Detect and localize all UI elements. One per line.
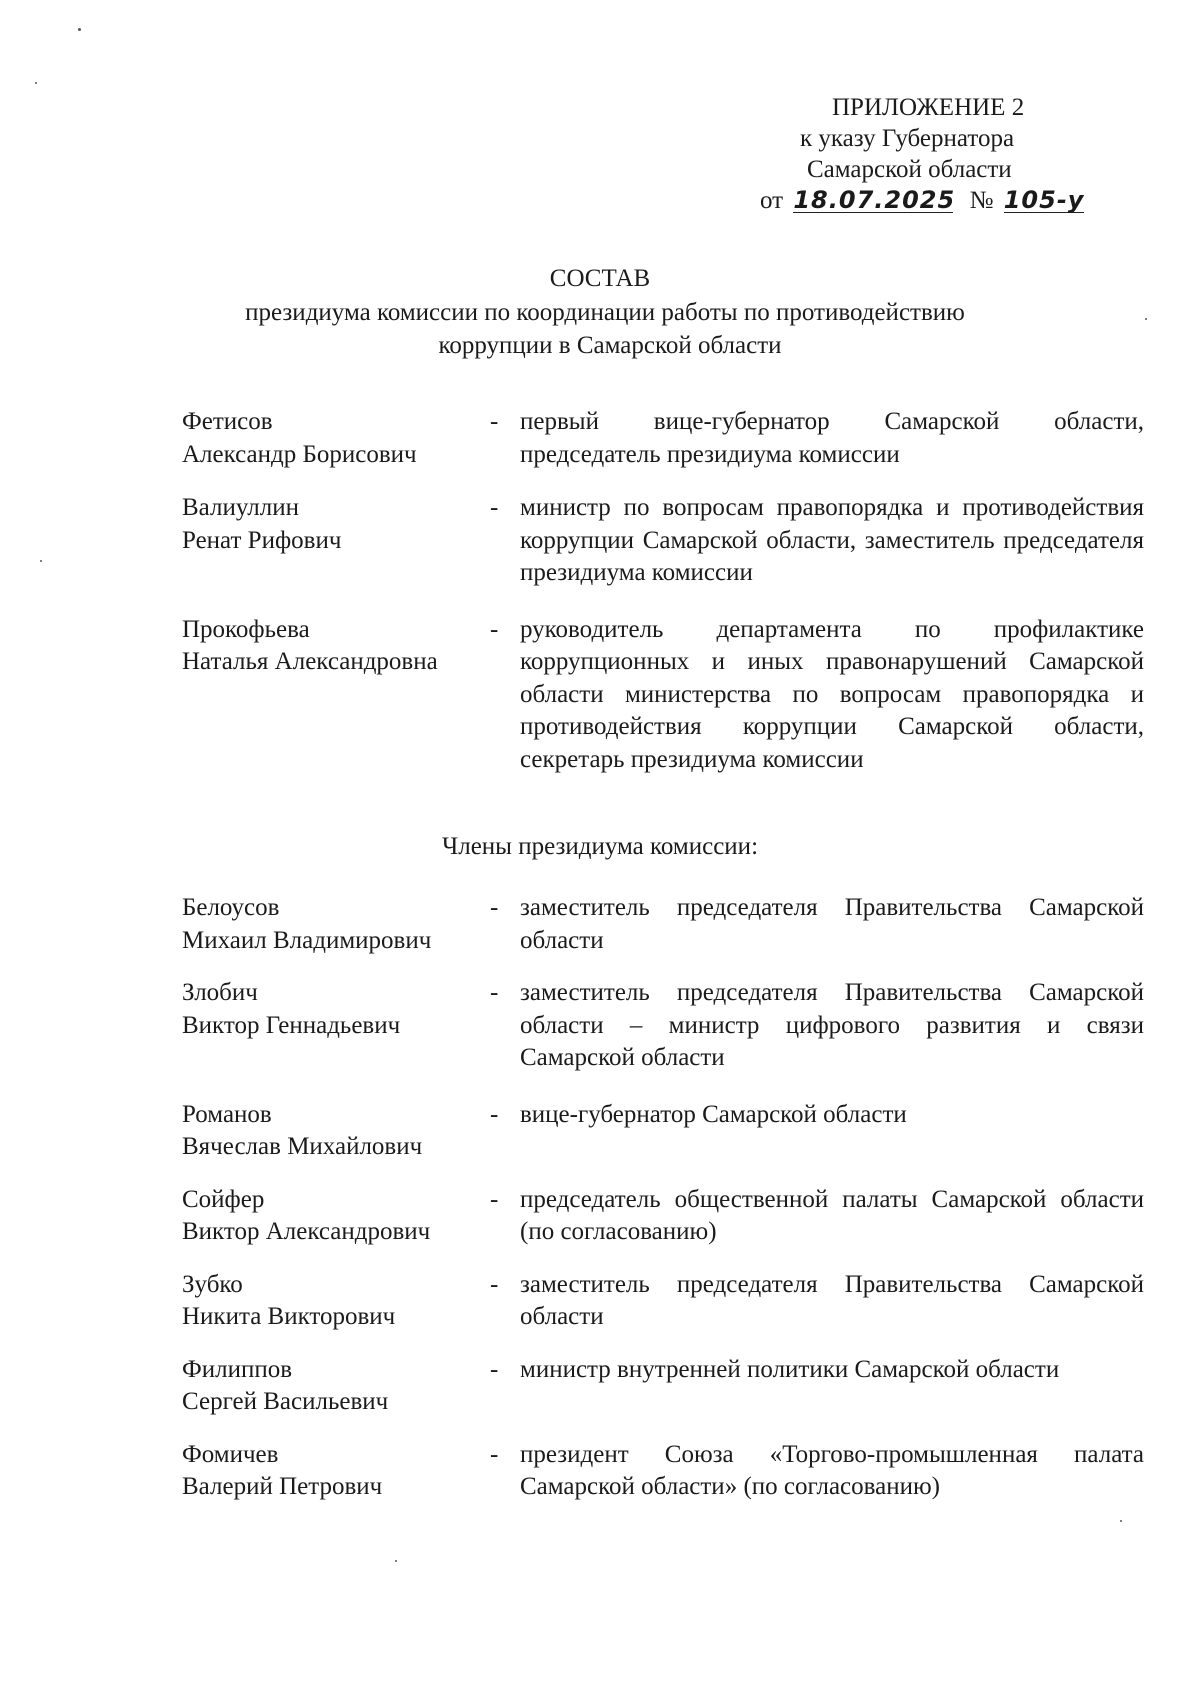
member-name xyxy=(182,1439,490,1504)
document-title: СОСТАВ xyxy=(549,265,651,292)
member-given-name: Виктор Александрович xyxy=(182,1218,431,1245)
member-surname: Валиуллин xyxy=(182,494,299,521)
member-given-name: Сергей Васильевич xyxy=(182,1388,389,1415)
scan-speck xyxy=(1145,318,1147,320)
member-name xyxy=(182,406,490,471)
member-name xyxy=(182,1099,490,1164)
member-position: министр по вопросам правопорядка и противодействия коррупции Самарской области, заместитель председателя президиума комиссии xyxy=(520,494,1144,586)
number-label: № xyxy=(969,187,994,214)
member-name xyxy=(182,1354,490,1419)
member-position: руководитель департамента по профилактике коррупционных и иных правонарушений Самарской области министерства по вопросам правопорядка и противодействия коррупции Самарской области, секретарь президиума комиссии xyxy=(520,615,1144,773)
appendix-label: ПРИЛОЖЕНИЕ 2 xyxy=(832,94,1025,121)
list-item xyxy=(182,1439,1142,1504)
separator-dash: - xyxy=(490,494,499,521)
member-given-name: Наталья Александровна xyxy=(182,648,438,675)
member-position: президент Союза «Торгово-промышленная палата Самарской области» (по согласованию) xyxy=(520,1440,1144,1500)
member-surname: Филиппов xyxy=(182,1355,293,1383)
from-label: от xyxy=(760,187,784,214)
member-name xyxy=(182,1184,490,1249)
handwritten-date: 18.07.2025 xyxy=(793,186,956,214)
list-item xyxy=(182,614,1142,777)
list-item xyxy=(182,1184,1142,1249)
separator-dash: - xyxy=(490,408,499,435)
appendix-header xyxy=(760,92,1085,216)
scan-speck xyxy=(40,560,42,562)
scan-speck xyxy=(78,28,81,31)
member-position: министр внутренней политики Самарской области xyxy=(520,1355,1060,1383)
separator-dash: - xyxy=(490,615,499,643)
member-position: председатель общественной палаты Самарской области (по согласованию) xyxy=(520,1185,1144,1245)
handwritten-number: 105-у xyxy=(1003,186,1085,214)
member-name xyxy=(182,977,490,1042)
member-surname: Романов xyxy=(182,1100,272,1128)
member-surname: Белоусов xyxy=(182,894,280,921)
member-surname: Фетисов xyxy=(182,408,273,435)
separator-dash: - xyxy=(490,1440,499,1468)
member-given-name: Ренат Рифович xyxy=(182,526,342,554)
composition-list xyxy=(182,406,1142,1504)
decree-reference: к указу Губернатора xyxy=(800,125,1015,152)
member-position: заместитель председателя Правительства Самарской области xyxy=(520,894,1144,954)
member-name xyxy=(182,1269,490,1334)
list-item xyxy=(182,1099,1142,1164)
list-item xyxy=(182,1269,1142,1334)
separator-dash: - xyxy=(490,1100,499,1128)
list-item xyxy=(182,1354,1142,1419)
decree-region: Самарской области xyxy=(807,156,1012,183)
document-subtitle-line1: президиума комиссии по координации работы по противодействию xyxy=(245,299,965,326)
member-name xyxy=(182,892,490,957)
member-given-name: Михаил Владимирович xyxy=(182,926,432,954)
member-name xyxy=(182,614,490,679)
list-item xyxy=(182,977,1142,1075)
document-subtitle-line2: коррупции в Самарской области xyxy=(438,332,782,359)
member-given-name: Александр Борисович xyxy=(182,440,417,468)
separator-dash: - xyxy=(490,1185,499,1213)
member-given-name: Вячеслав Михайлович xyxy=(182,1133,423,1160)
member-surname: Прокофьева xyxy=(182,615,310,643)
member-position: заместитель председателя Правительства Самарской области xyxy=(520,1270,1144,1330)
member-surname: Фомичев xyxy=(182,1440,279,1468)
separator-dash: - xyxy=(490,1355,499,1383)
separator-dash: - xyxy=(490,1270,499,1298)
member-given-name: Валерий Петрович xyxy=(182,1473,383,1500)
list-item xyxy=(182,492,1142,590)
scan-speck xyxy=(35,82,37,84)
member-position: вице-губернатор Самарской области xyxy=(520,1100,907,1128)
member-given-name: Виктор Геннадьевич xyxy=(182,1011,401,1039)
separator-dash: - xyxy=(490,979,499,1006)
member-name xyxy=(182,492,490,557)
member-given-name: Никита Викторович xyxy=(182,1303,396,1330)
member-position: заместитель председателя Правительства Самарской области – министр цифрового развития и связи Самарской области xyxy=(520,979,1144,1071)
scan-speck xyxy=(395,1560,397,1562)
member-surname: Сойфер xyxy=(182,1185,265,1213)
member-surname: Злобич xyxy=(182,979,258,1006)
member-position: первый вице-губернатор Самарской области, председатель президиума комиссии xyxy=(520,408,1144,468)
decree-date-number xyxy=(760,185,1085,216)
list-item xyxy=(182,892,1142,957)
member-surname: Зубко xyxy=(182,1270,243,1298)
separator-dash: - xyxy=(490,894,499,921)
members-heading: Члены президиума комиссии: xyxy=(441,833,759,860)
scan-speck xyxy=(1120,1520,1122,1522)
list-item xyxy=(182,406,1142,471)
